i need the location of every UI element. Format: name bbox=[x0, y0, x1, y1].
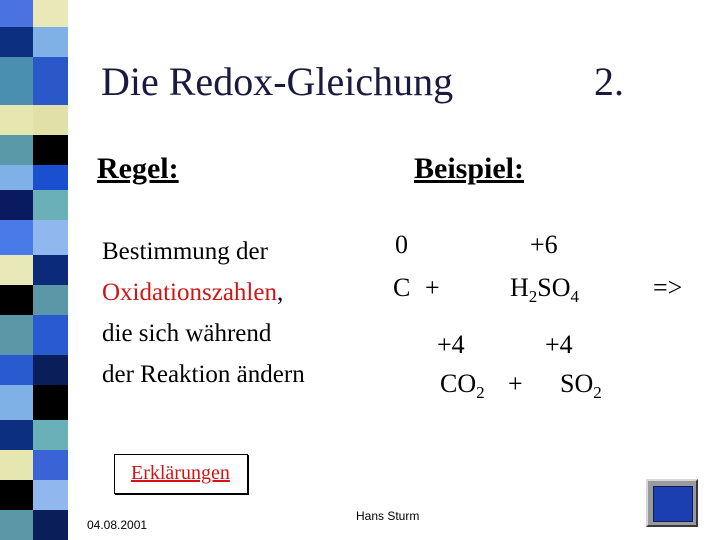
strip-tile bbox=[0, 220, 33, 255]
explanations-button-label[interactable]: Erklärungen bbox=[131, 462, 230, 484]
strip-tile bbox=[0, 385, 33, 420]
slide-number: 2. bbox=[594, 59, 624, 104]
strip-tile bbox=[33, 0, 68, 27]
strip-tile bbox=[0, 355, 33, 385]
formula-so: SO bbox=[537, 273, 571, 302]
strip-tile bbox=[0, 315, 33, 355]
formula-co-subscript: 2 bbox=[476, 383, 485, 402]
formula-so2: SO bbox=[560, 369, 594, 398]
footer-author: Hans Sturm bbox=[356, 509, 420, 523]
product-carbon-dioxide bbox=[440, 369, 485, 403]
rule-line-3: die sich während bbox=[102, 320, 272, 347]
strip-tile bbox=[33, 450, 68, 480]
square-nav-icon bbox=[653, 486, 693, 522]
strip-tile bbox=[0, 510, 33, 540]
strip-tile bbox=[33, 385, 68, 420]
rule-line-4: der Reaktion ändern bbox=[102, 361, 305, 388]
strip-tile bbox=[0, 190, 33, 220]
footer-date: 04.08.2001 bbox=[87, 518, 148, 532]
strip-tile bbox=[33, 315, 68, 355]
reactant-carbon: C bbox=[393, 273, 411, 302]
oxidation-number-sulfur-left: +6 bbox=[530, 230, 558, 259]
rule-heading: Regel: bbox=[97, 152, 179, 185]
strip-tile bbox=[33, 285, 68, 315]
strip-tile bbox=[33, 355, 68, 385]
strip-tile bbox=[33, 135, 68, 165]
strip-tile bbox=[33, 57, 68, 105]
oxidation-number-carbon-right: +4 bbox=[437, 330, 465, 359]
strip-tile bbox=[33, 420, 68, 450]
rule-line-1: Bestimmung der bbox=[102, 238, 268, 265]
slide-title: Die Redox-Gleichung bbox=[101, 59, 454, 104]
formula-co: CO bbox=[440, 369, 477, 398]
strip-tile bbox=[0, 135, 33, 165]
formula-o-subscript: 4 bbox=[570, 287, 580, 306]
strip-tile bbox=[0, 255, 33, 285]
strip-tile bbox=[0, 0, 33, 27]
decorative-side-strip bbox=[0, 0, 68, 540]
formula-so2-subscript: 2 bbox=[593, 383, 602, 402]
explanations-button[interactable] bbox=[114, 454, 248, 494]
formula-h-subscript: 2 bbox=[528, 287, 538, 306]
rule-line-2-rest: , bbox=[276, 279, 284, 306]
oxidation-number-carbon: 0 bbox=[395, 230, 408, 259]
formula-h: H bbox=[510, 273, 529, 302]
example-heading: Beispiel: bbox=[414, 152, 524, 185]
plus-sign-left: + bbox=[425, 273, 440, 302]
product-sulfur-dioxide bbox=[560, 369, 602, 403]
strip-tile bbox=[33, 510, 68, 540]
strip-tile bbox=[33, 165, 68, 190]
strip-tile bbox=[0, 57, 33, 105]
strip-tile bbox=[33, 27, 68, 57]
strip-tile bbox=[0, 165, 33, 190]
strip-tile bbox=[0, 480, 33, 510]
strip-tile bbox=[33, 480, 68, 510]
plus-sign-right: + bbox=[508, 369, 523, 398]
oxidation-number-sulfur-right: +4 bbox=[545, 330, 573, 359]
rule-line-2 bbox=[102, 272, 305, 313]
reactant-sulfuric-acid bbox=[510, 273, 579, 307]
strip-tile bbox=[0, 27, 33, 57]
oxidation-numbers-term: Oxidationszahlen bbox=[102, 279, 277, 306]
strip-tile bbox=[33, 255, 68, 285]
next-slide-button[interactable] bbox=[646, 479, 698, 527]
strip-tile bbox=[0, 420, 33, 450]
strip-tile bbox=[33, 105, 68, 135]
strip-tile bbox=[0, 105, 33, 135]
rule-text bbox=[102, 231, 305, 395]
strip-tile bbox=[33, 220, 68, 255]
strip-tile bbox=[0, 285, 33, 315]
strip-tile bbox=[33, 190, 68, 220]
reaction-arrow: => bbox=[653, 273, 683, 302]
strip-tile bbox=[0, 450, 33, 480]
